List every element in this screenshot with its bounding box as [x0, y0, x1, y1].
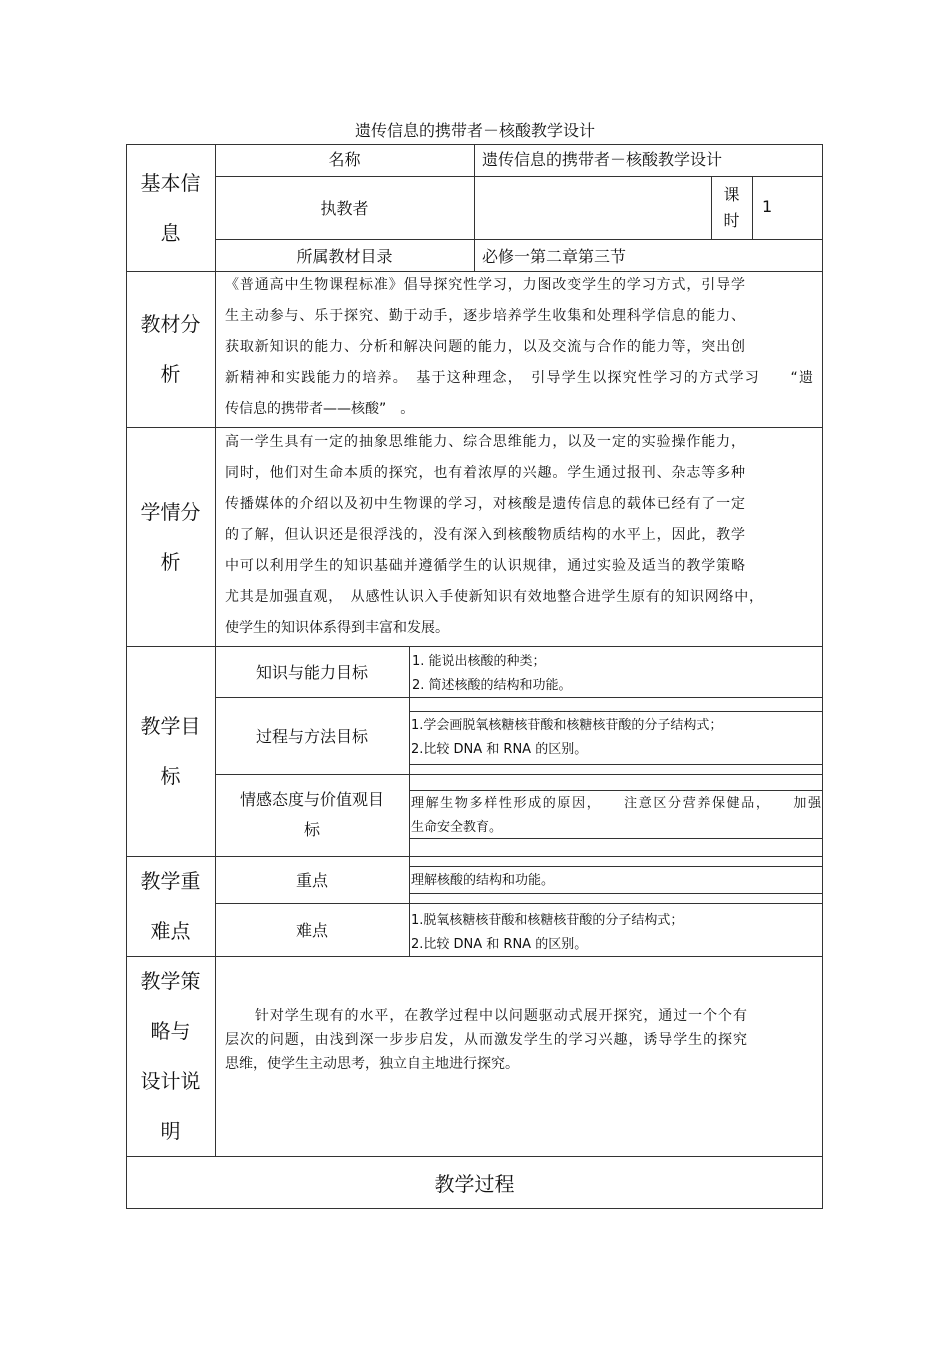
period-value: 1 — [762, 196, 773, 216]
text-line: 生命安全教育。 — [411, 820, 503, 835]
knowledge-goal-label: 知识与能力目标 — [255, 663, 368, 682]
section-label-goals: 教学目 标 — [140, 714, 201, 788]
text-line: 理解生物多样性形成的原因， 注意区分营养保健品， 加强 — [411, 796, 821, 811]
name-value: 遗传信息的携带者－核酸教学设计 — [482, 149, 723, 169]
difficulty-label: 难点 — [295, 921, 328, 940]
text-line: 新精神和实践能力的培养。 基于这种理念， 引导学生以探究性学习的方式学习 “遗 — [225, 370, 813, 386]
row-divider — [409, 711, 823, 712]
text-line: 中可以利用学生的知识基础并遵循学生的认识规律，通过实验及适当的教学策略 — [225, 558, 745, 574]
difficulty-text — [411, 909, 683, 957]
text-line: 传播媒体的介绍以及初中生物课的学习，对核酸是遗传信息的载体已经有了一定 — [225, 496, 745, 512]
text-line: 1.脱氧核糖核苷酸和核糖核苷酸的分子结构式； — [411, 913, 684, 928]
text-line: 思维，使学生主动思考，独立自主地进行探究。 — [225, 1056, 519, 1072]
section-label-basic: 基本信 息 — [140, 170, 201, 245]
name-label: 名称 — [328, 149, 361, 169]
column-divider — [752, 176, 753, 239]
text-line: 尤其是加强直观， 从感性认识入手使新知识有效地整合进学生原有的知识网络中， — [225, 589, 763, 605]
text-line: 《普通高中生物课程标准》倡导探究性学习，力图改变学生的学习方式，引导学 — [225, 277, 745, 293]
text-line: 传信息的携带者——核酸” 。 — [225, 401, 415, 417]
text-line: 2. 简述核酸的结构和功能。 — [412, 678, 572, 693]
text-line: 1.学会画脱氧核糖核苷酸和核糖核苷酸的分子结构式； — [411, 718, 723, 733]
text-line: 2.比较 DNA 和 RNA 的区别。 — [411, 937, 588, 952]
process-goal-label: 过程与方法目标 — [255, 727, 368, 746]
text-line: 同时，他们对生命本质的探究，也有着浓厚的兴趣。学生通过报刊、杂志等多种 — [225, 465, 745, 481]
section-label-keypoints: 教学重 难点 — [140, 869, 201, 943]
text-line: 针对学生现有的水平，在教学过程中以问题驱动式展开探究，通过一个个有 — [225, 1008, 747, 1024]
text-line: 1. 能说出核酸的种类； — [412, 654, 546, 669]
text-line: 高一学生具有一定的抽象思维能力、综合思维能力，以及一定的实验操作能力， — [225, 434, 745, 450]
catalog-value: 必修一第二章第三节 — [482, 246, 627, 266]
section-label-strategy: 教学策 略与 设计说 明 — [140, 969, 201, 1143]
text-line: 使学生的知识体系得到丰富和发展。 — [225, 620, 449, 636]
process-goal-text — [411, 714, 722, 762]
row-divider — [409, 764, 823, 765]
focus-text: 理解核酸的结构和功能。 — [411, 873, 555, 888]
column-divider — [409, 646, 410, 956]
text-line: 层次的问题，由浅到深一步步启发，从而激发学生的学习兴趣，诱导学生的探究 — [225, 1032, 747, 1048]
process-heading: 教学过程 — [434, 1172, 515, 1196]
text-line: 的了解，但认识还是很浮浅的，没有深入到核酸物质结构的水平上，因此，教学 — [225, 527, 745, 543]
row-divider — [409, 790, 823, 791]
focus-label: 重点 — [295, 871, 328, 890]
teacher-label: 执教者 — [320, 199, 369, 218]
text-line: 获取新知识的能力、分析和解决问题的能力，以及交流与合作的能力等，突出创 — [225, 339, 745, 355]
text-line: 2.比较 DNA 和 RNA 的区别。 — [411, 742, 588, 757]
row-divider — [409, 866, 823, 867]
emotion-goal-text — [411, 792, 821, 840]
catalog-label: 所属教材目录 — [296, 246, 393, 266]
emotion-goal-label: 情感态度与价值观目 标 — [239, 790, 384, 839]
text-line: 生主动参与、乐于探究、勤于动手，逐步培养学生收集和处理科学信息的能力、 — [225, 308, 745, 324]
material-text — [225, 270, 815, 425]
strategy-text — [225, 1004, 815, 1076]
row-divider — [409, 893, 823, 894]
period-label: 课 时 — [723, 184, 740, 230]
knowledge-goal-text — [412, 650, 572, 698]
section-label-students: 学情分 析 — [140, 499, 201, 574]
section-label-material: 教材分 析 — [140, 312, 201, 386]
teacher-value — [475, 176, 711, 239]
document-title: 遗传信息的携带者－核酸教学设计 — [354, 121, 595, 140]
students-text — [225, 427, 815, 644]
